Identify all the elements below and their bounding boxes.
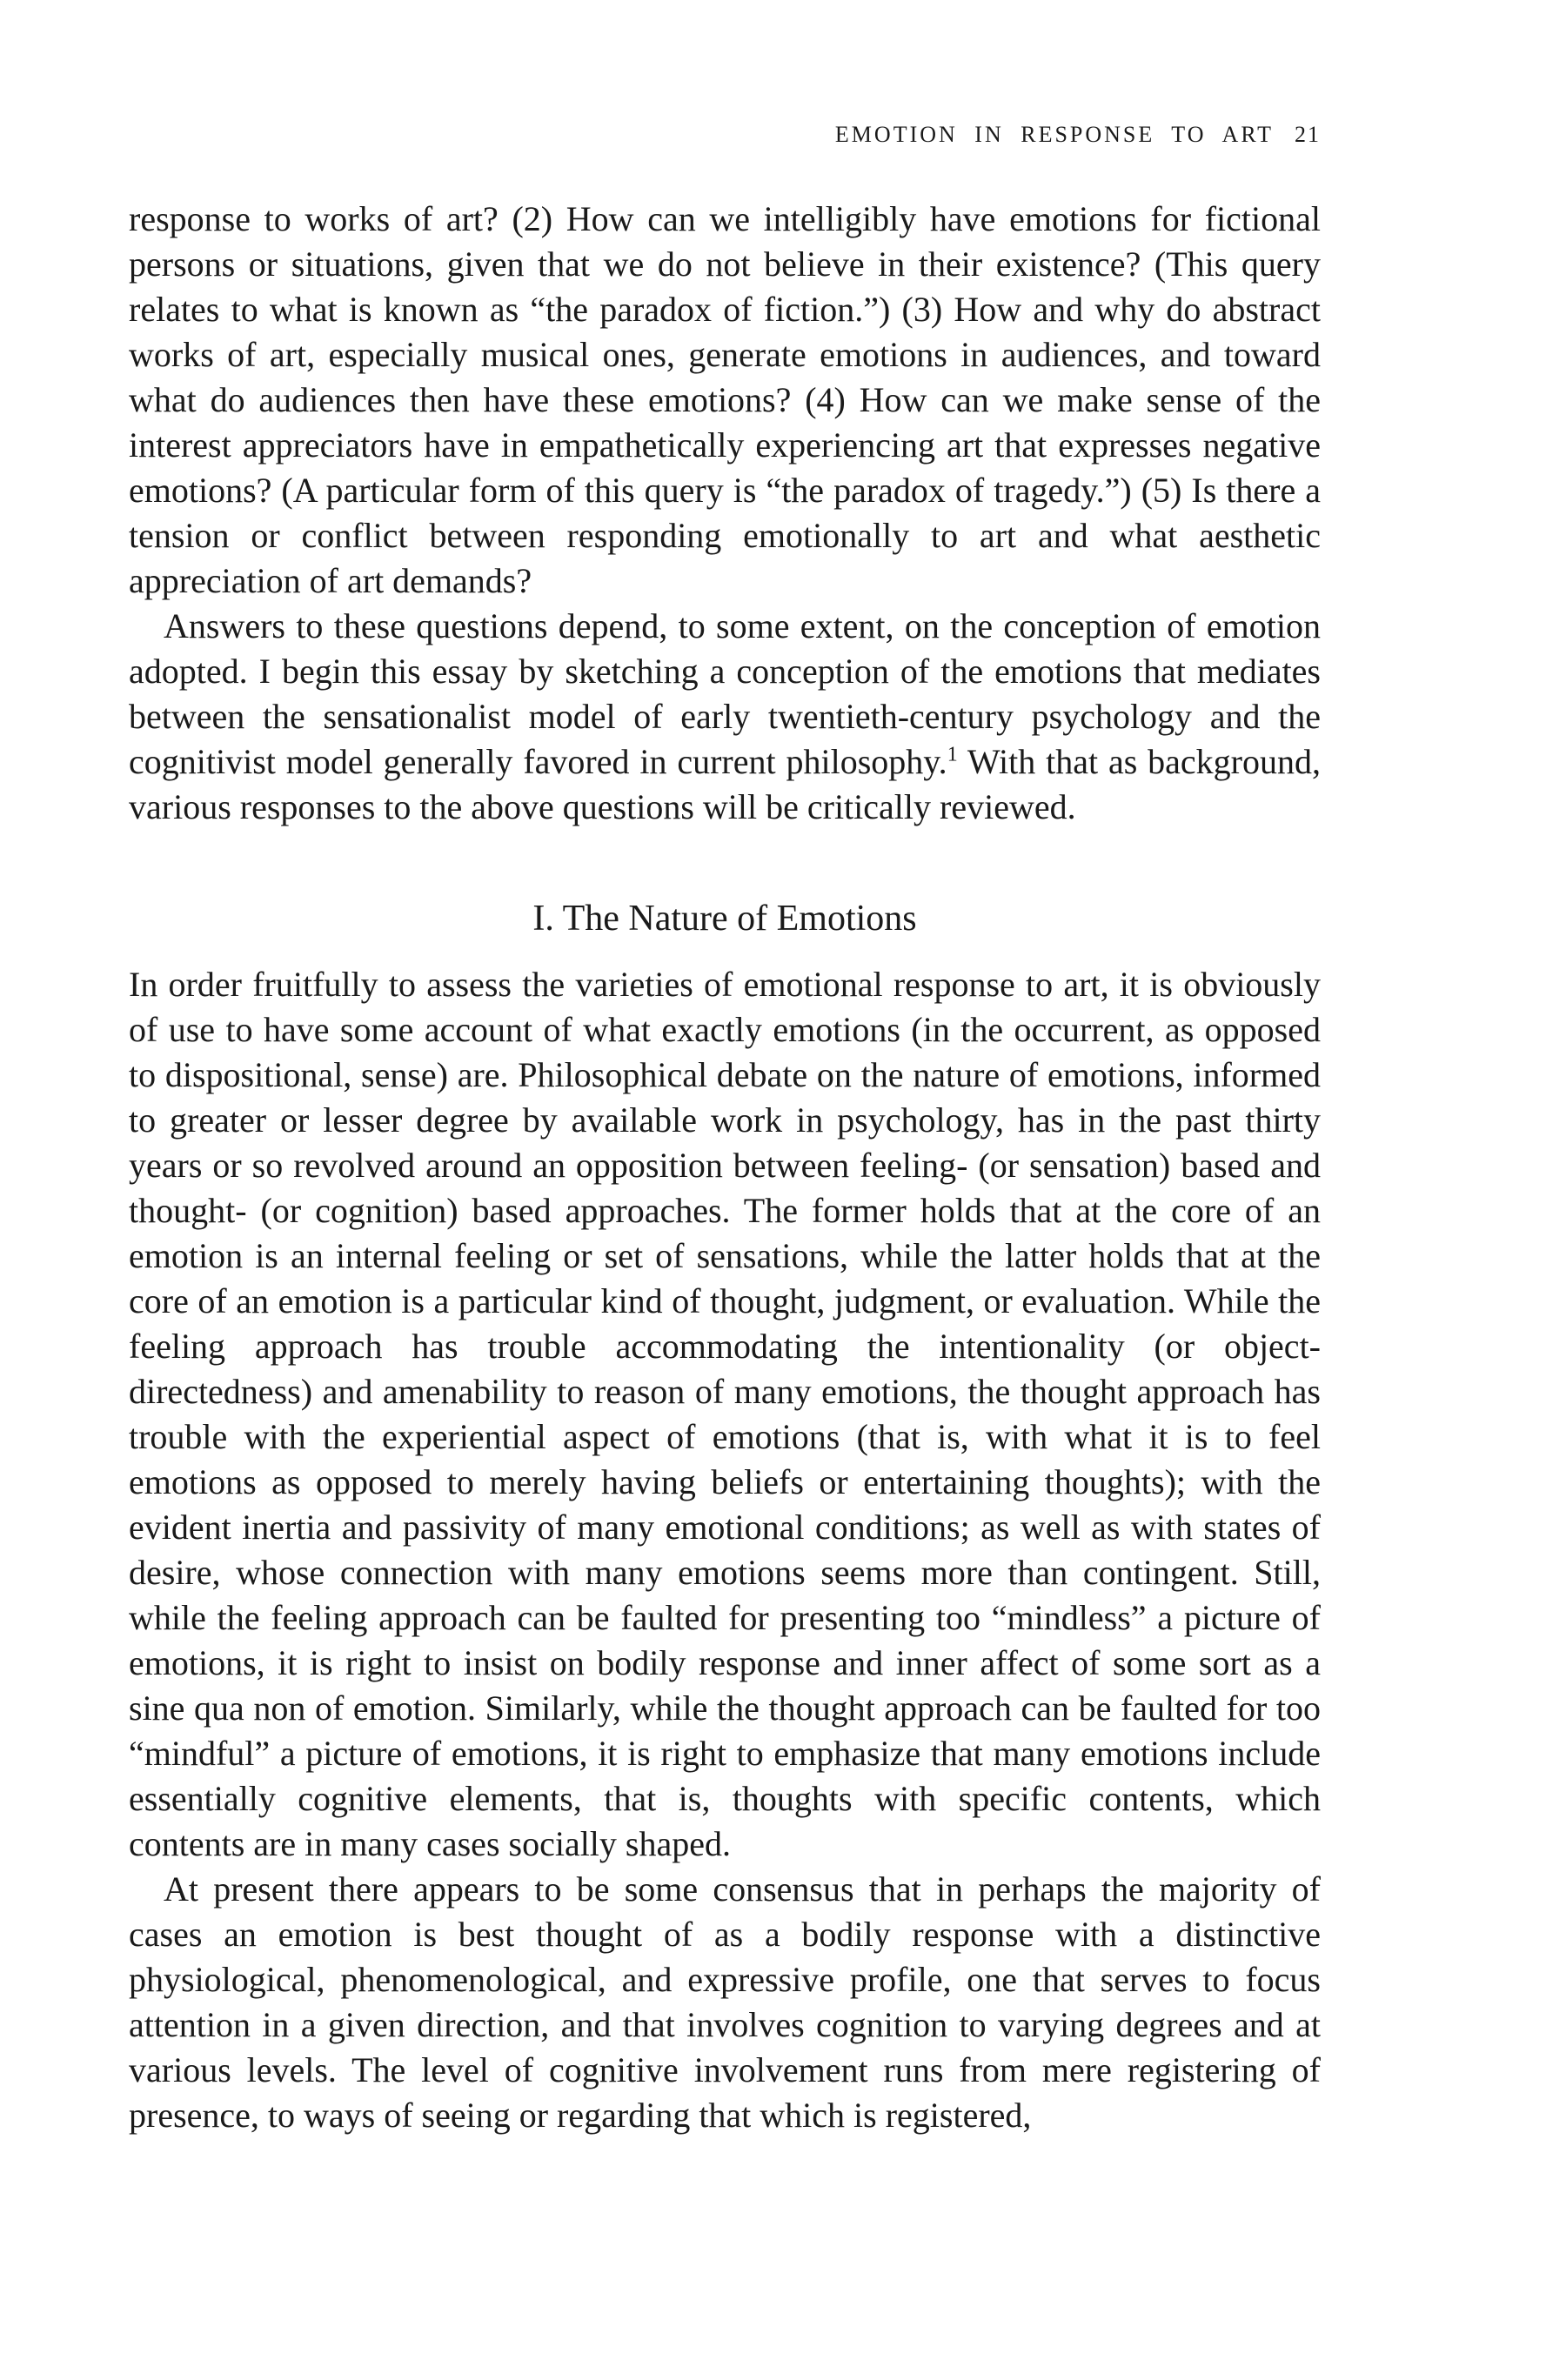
section-paragraph-1: In order fruitfully to assess the varieties of emotional response to art, it is obviously of use to have some account of what exactly emotions (in the occurrent, as opposed to dispositional, sense) are. Philosophical debate on the nature of emotions, informed to greater or lesser degree by available work in psychology, has in the past thirty years or so revolved around an opposition between feeling- (or sensation) based and thought- (or cognition) based approaches. The former holds that at the core of an emotion is an internal feeling or set of sensations, while the latter holds that at the core of an emotion is a particular kind of thought, judgment, or evaluation. While the feeling approach has trouble accommodating the intentionality (or object-directedness) and amenability to reason of many emotions, the thought approach has trouble with the experiential aspect of emotions (that is, with what it is to feel emotions as opposed to merely having beliefs or entertaining thoughts); with the evident inertia and passivity of many emotional conditions; as well as with states of desire, whose connection with many emotions seems more than contingent. Still, while the feeling approach can be faulted for presenting too “mindless” a picture of emotions, it is right to insist on bodily response and inner affect of some sort as a sine qua non of emotion. Similarly, while the thought approach can be faulted for too “mindful” a picture of emotions, it is right to emphasize that many emotions include essentially cognitive elements, that is, thoughts with specific contents, which contents are in many cases socially shaped. — [129, 965, 1321, 1863]
paragraph-2-text: Answers to these questions depend, to some extent, on the conception of emotion adopted. I begin this essay by sketching a conception of the emotions that mediates between the sensationalist model of early twentieth-century psychology and the cognitivist model generally favored in current philosophy. — [129, 606, 1321, 781]
body-paragraph-2 — [129, 604, 1321, 830]
body-paragraph-1: response to works of art? (2) How can we intelligibly have emotions for fictional persons or situations, given that we do not believe in their existence? (This query relates to what is known as “the paradox of fiction.”) (3) How and why do abstract works of art, especially musical ones, generate emotions in audiences, and toward what do audiences then have these emotions? (4) How can we make sense of the interest appreciators have in empathetically experiencing art that expresses negative emotions? (A particular form of this query is “the paradox of tragedy.”) (5) Is there a tension or conflict between responding emotionally to art and what aesthetic appreciation of art demands? — [129, 199, 1321, 600]
running-head — [129, 122, 1321, 148]
section-paragraph-2: At present there appears to be some consensus that in perhaps the majority of cases an emotion is best thought of as a bodily response with a distinctive physiological, phenomenological, and expressive profile, one that serves to focus attention in a given direction, and that involves cognition to varying degrees and at various levels. The level of cognitive involvement runs from mere registering of presence, to ways of seeing or regarding that which is registered, — [129, 1869, 1321, 2135]
page-number: 21 — [1295, 122, 1321, 147]
paragraph-2-text-continued: With that as background, various responses to the above questions will be critically reviewed. — [129, 742, 1321, 826]
section-heading: I. The Nature of Emotions — [532, 899, 917, 939]
footnote-marker-1[interactable]: 1 — [947, 743, 958, 766]
book-page — [129, 122, 1321, 2138]
running-head-title: EMOTION IN RESPONSE TO ART — [834, 122, 1274, 147]
